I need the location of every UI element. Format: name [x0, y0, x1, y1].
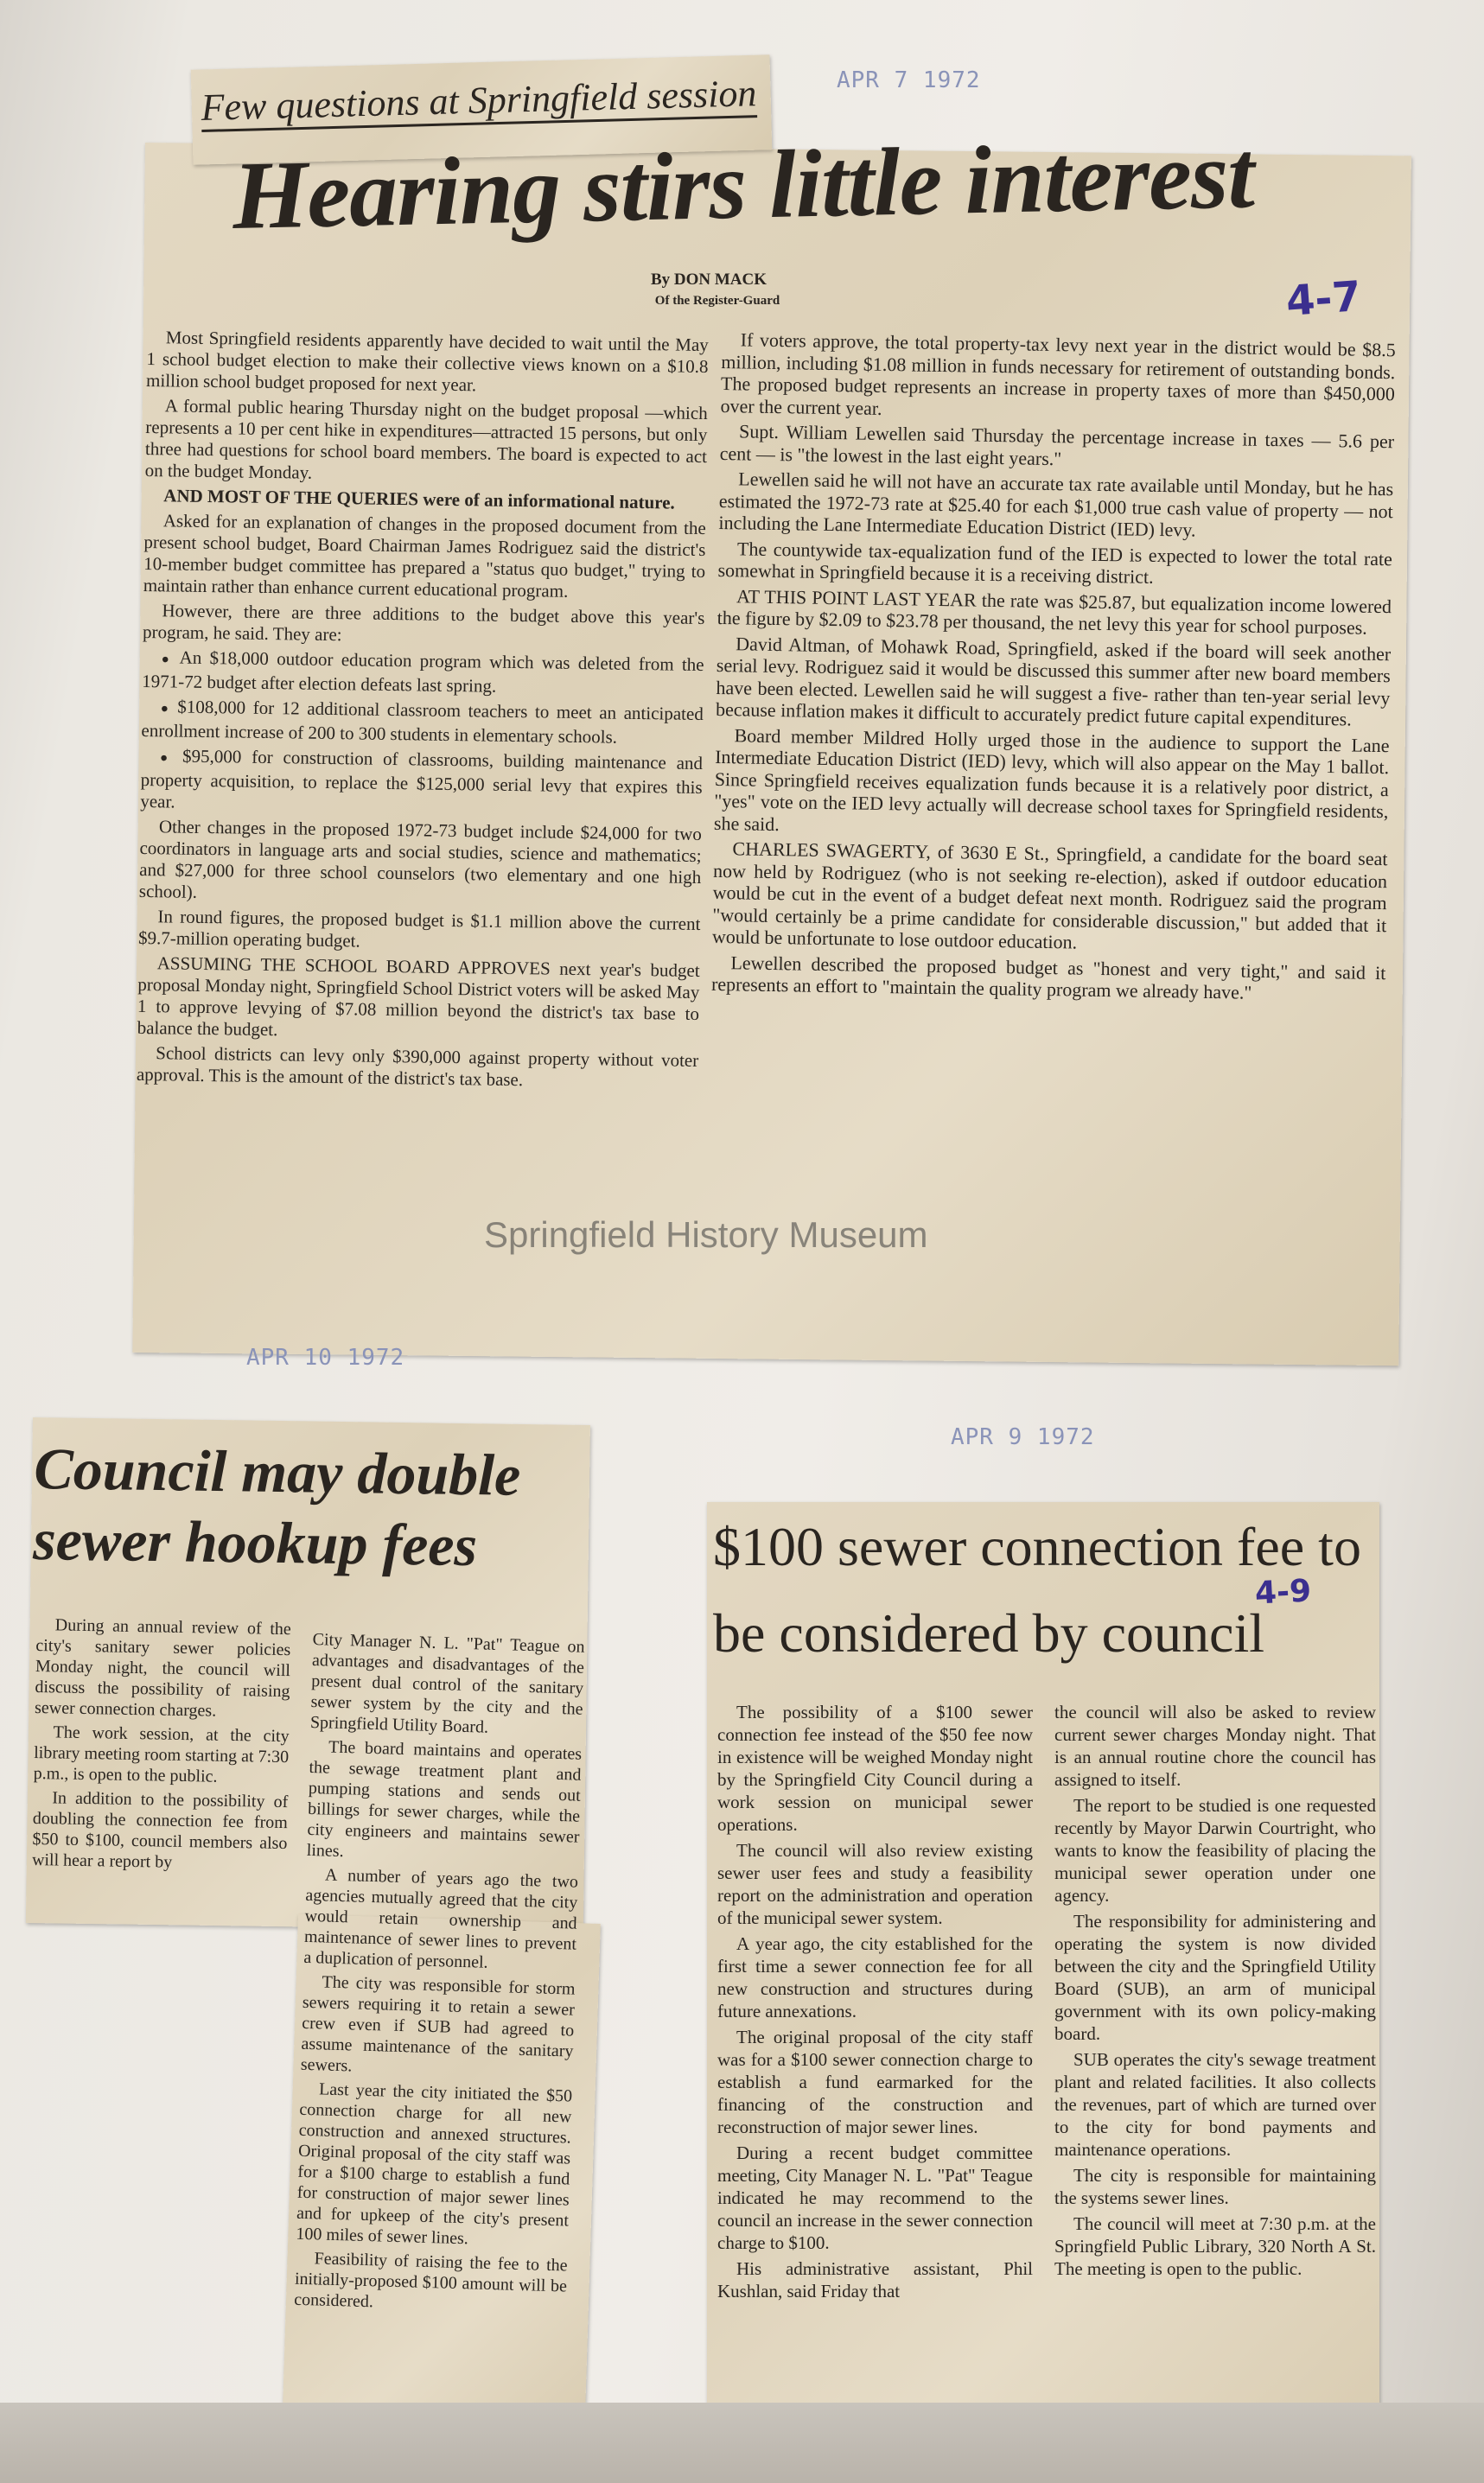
paragraph: His administrative assistant, Phil Kushlan, said Friday that	[717, 2258, 1033, 2302]
article-column-1	[137, 327, 709, 1097]
subhead-paragraph: AND MOST OF THE QUERIES were of an informational nature.	[163, 485, 675, 513]
paragraph: If voters approve, the total property-tax levy next year in the district would be $8.5 million, including $1.08 million in funds necessary for retirement of outstanding bonds. The proposed budget represents an increase in property taxes of more than $450,000 over the current year.	[720, 328, 1396, 419]
paragraph: The city was responsible for storm sewers requiring it to retain a sewer crew even if SUB had agreed to assume maintenance of the sanitary sewers.	[300, 1972, 576, 2076]
paragraph: The board maintains and operates the sewage treatment plant and pumping stations and sends out billings for sewer charges, while the city engineers and maintains sewer lines.	[306, 1737, 583, 1862]
paragraph: Asked for an explanation of changes in the proposed document from the present school budget, Board Chairman James Rodriguez said the district's 10-member budget committee has prepared a "status quo budget," trying to maintain rather than enhance current educational program.	[143, 510, 706, 602]
paragraph: the council will also be asked to review current sewer charges Monday night. That is an annual routine chore the council has assigned to itself.	[1054, 1702, 1376, 1790]
paragraph: The council will meet at 7:30 p.m. at the Springfield Public Library, 320 North A St. The meeting is open to the public.	[1054, 2213, 1376, 2279]
paragraph: David Altman, of Mohawk Road, Springfield, asked if the board will seek another serial levy. Rodriguez said it would be discussed this summer after new board members have been elected. Lewellen said he will suggest a five- rather than ten-year serial levy because inflation makes it difficult to accurately predict future capital expenditures.	[715, 632, 1392, 730]
article-column-1	[717, 1701, 1033, 2306]
paragraph: Board member Mildred Holly urged those in the audience to support the Lane Intermediate Education District (IED) levy, which will also appear on the May 1 ballot. Since Springfield receives equalization funds because it is a relatively poor district, a "yes" vote on the IED levy actually will decrease school taxes for Springfield residents, she said.	[713, 723, 1390, 835]
paragraph: However, there are three additions to the budget above this year's program, he said. They are:	[142, 600, 705, 646]
byline: By DON MACK	[650, 271, 767, 289]
paragraph: School districts can levy only $390,000 against property without voter approval. This is the amount of the district's tax base.	[136, 1042, 699, 1091]
paragraph: Lewellen said he will not have an accurate tax rate available until Monday, but he has estimated the 1972-73 rate at $25.40 for each $1,000 true cash value of property — not including the Lane Intermediate Education District (IED) levy.	[718, 468, 1394, 541]
paragraph: Most Springfield residents apparently have decided to wait until the May 1 school budget election to make their collective views known on a $10.8 million school budget proposed for next year.	[145, 327, 709, 396]
paragraph: The responsibility for administering and operating the system is now divided between the city and the Springfield Utility Board (SUB), an arm of municipal government with its own policy-making board.	[1054, 1911, 1376, 2044]
article-column-2	[294, 1629, 585, 2321]
article-headline: $100 sewer connection fee to be considered by council	[713, 1516, 1361, 1664]
article-kicker: Few questions at Springfield session	[201, 72, 757, 132]
bullet-text: $95,000 for construction of classrooms, building maintenance and property acquisition, to replace the $125,000 serial levy that expires this year.	[140, 745, 704, 812]
article-column-2	[1054, 1701, 1376, 2283]
paragraph: The original proposal of the city staff was for a $100 sewer connection charge to establish a fund earmarked for the financing of the construction and reconstruction of major sewer lines.	[717, 2027, 1033, 2137]
paragraph: SUB operates the city's sewage treatment plant and related facilities. It also collects the revenues, part of which are turned over to the city for bond payments and maintenance operations.	[1054, 2049, 1376, 2160]
article-headline: Hearing stirs little interest	[231, 121, 1255, 250]
subhead-paragraph: AT THIS POINT LAST YEAR the rate was $25.87, but equalization income lowered the figure by $2.09 to $23.78 per thousand, the net levy this year for school purposes.	[717, 584, 1392, 639]
bullet-text: $108,000 for 12 additional classroom teachers to meet an anticipated enrollment increase of 200 to 300 students in elementary schools.	[141, 696, 704, 748]
paragraph: In addition to the possibility of doubling the connection fee from $50 to $100, council members also will hear a report by	[31, 1788, 289, 1872]
date-stamp: APR 7 1972	[837, 67, 981, 93]
bullet-item	[141, 696, 704, 749]
paragraph: The council will also review existing sewer user fees and study a feasibility report on the administration and operation of the municipal sewer system.	[717, 1840, 1033, 1928]
watermark: Springfield History Museum	[484, 1214, 928, 1255]
paragraph: Supt. William Lewellen said Thursday the percentage increase in taxes — 5.6 per cent — is "the lowest in the last eight years."	[719, 420, 1395, 469]
bullet-item	[140, 745, 703, 820]
article-column-2	[711, 328, 1396, 1009]
handwritten-date: 4-7	[1284, 272, 1363, 326]
paragraph: Last year the city initiated the $50 connection charge for all new construction and annexed structures. Original proposal of the city staff was for a $100 charge to establish a fund for construction of major sewer lines and for upkeep of the city's present 100 miles of sewer lines.	[296, 2079, 573, 2249]
bullet-item	[142, 646, 704, 700]
paragraph: During a recent budget committee meeting, City Manager N. L. "Pat" Teague indicated he may recommend to the council an increase in the sewer connection charge to $100.	[717, 2142, 1034, 2253]
bullet-text: An $18,000 outdoor education program which was deleted from the 1971-72 budget after election defeats last spring.	[142, 646, 704, 697]
paragraph: In round figures, the proposed budget is $1.1 million above the current $9.7-million operating budget.	[137, 906, 701, 952]
paragraph: Feasibility of raising the fee to the initially-proposed $100 amount will be considered.	[294, 2249, 568, 2312]
handwritten-date: 4-9	[1253, 1573, 1313, 1612]
subhead-paragraph: CHARLES SWAGERTY, of 3630 E St., Springfield, a candidate for the board seat now held by Rodriguez (who is not seeking re-election), asked if outdoor education would be cut in the event of a budget defeat next month. Rodriguez said the program "would certainly be a prime candidate for considerable discussion," but added that it would be unfortunate to lose outdoor education.	[711, 837, 1388, 953]
paragraph: The work session, at the city library meeting room starting at 7:30 p.m., is open to the public.	[33, 1722, 290, 1786]
date-stamp: APR 9 1972	[951, 1424, 1095, 1450]
byline-affiliation: Of the Register-Guard	[654, 294, 780, 308]
paragraph: A number of years ago the two agencies mutually agreed that the city would retain ownership and maintenance of sewer lines to prevent a duplication of personnel.	[303, 1865, 579, 1972]
date-stamp: APR 10 1972	[246, 1345, 405, 1371]
subhead-paragraph: ASSUMING THE SCHOOL BOARD APPROVES next year's budget proposal Monday night, Springfield School District voters will be asked May 1 to approve levying of $7.08 million beyond the district's tax base to balance the budget.	[137, 952, 700, 1041]
article-headline: Council may double sewer hookup fees	[32, 1435, 521, 1579]
paragraph: City Manager N. L. "Pat" Teague on advantages and disadvantages of the present dual control of the sanitary sewer system by the city and the Springfield Utility Board.	[309, 1629, 585, 1737]
paragraph: The report to be studied is one requested recently by Mayor Darwin Courtright, who wants to know the feasibility of placing the municipal sewer operation under one agency.	[1054, 1795, 1376, 1906]
paragraph: A year ago, the city established for the first time a sewer connection fee for all new construction and structures during future annexations.	[717, 1933, 1033, 2021]
page-bottom-edge	[0, 2403, 1484, 2483]
paragraph: The possibility of a $100 sewer connection fee instead of the $50 fee now in existence will be weighed Monday night by the Springfield City Council during a work session on municipal sewer operations.	[717, 1702, 1033, 1835]
paragraph: Other changes in the proposed 1972-73 budget include $24,000 for two coordinators in language arts and social studies, science and mathematics; and $27,000 for three school counselors (two elementary and one high school).	[138, 816, 703, 902]
paragraph: During an annual review of the city's sanitary sewer policies Monday night, the council will discuss the possibility of raising sewer connection charges.	[34, 1615, 291, 1721]
paragraph: The city is responsible for maintaining the systems sewer lines.	[1054, 2165, 1376, 2208]
paragraph: The countywide tax-equalization fund of the IED is expected to lower the total rate somewhat in Springfield because it is a receiving district.	[717, 537, 1393, 588]
paragraph: A formal public hearing Thursday night on the budget proposal —which represents a 10 per cent hike in expenditures—attracted 15 persons, but only three had questions for school board members. The board is expected to act on the budget Monday.	[144, 395, 708, 483]
paragraph: Lewellen described the proposed budget as "honest and very tight," and said it represents an effort to "maintain the quality program we already have."	[710, 951, 1386, 1003]
article-column-1	[32, 1614, 291, 1878]
